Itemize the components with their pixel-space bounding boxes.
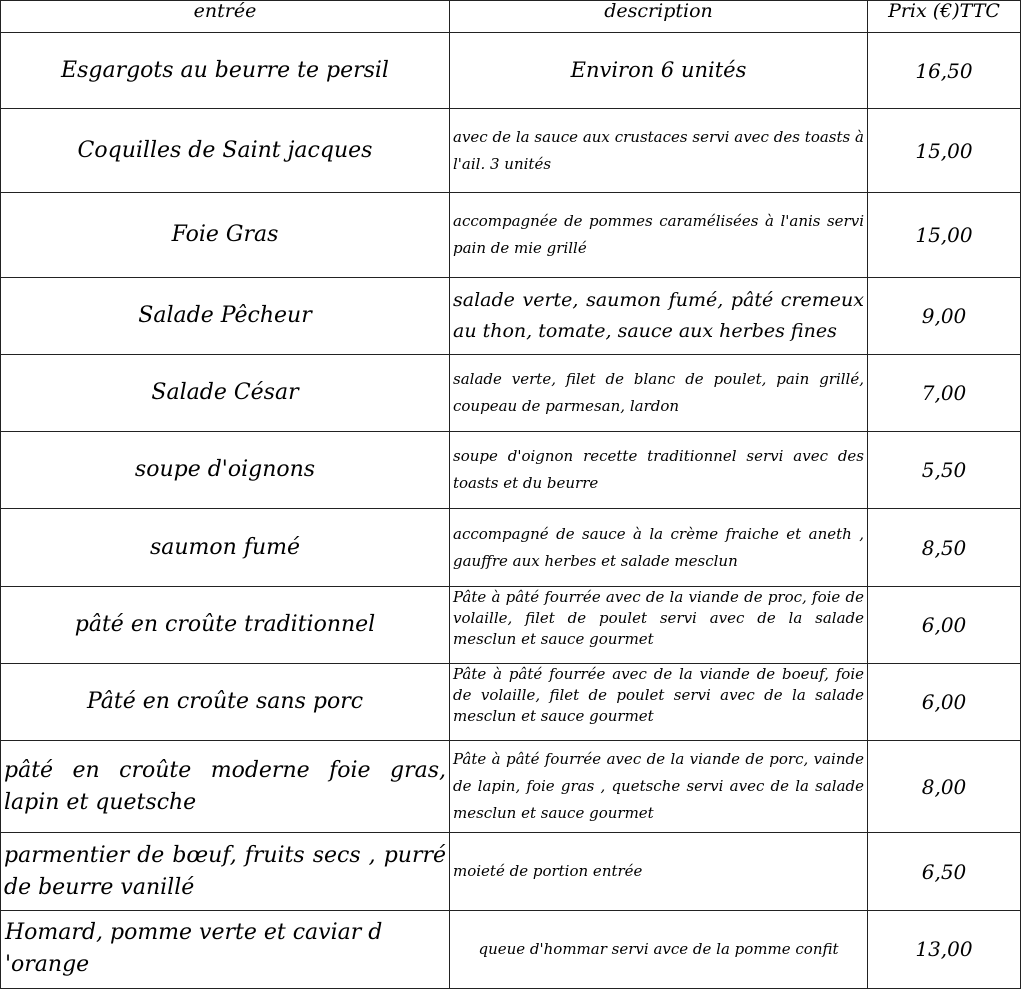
item-price: 6,00 <box>868 586 1021 663</box>
item-description: Pâte à pâté fourrée avec de la viande de proc, foie de volaille, filet de poulet servi avec de la salade mesclun et sauce gourmet <box>450 586 868 663</box>
table-row <box>1 109 1021 193</box>
table-row <box>1 586 1021 663</box>
item-name: Pâté en croûte sans porc <box>1 663 450 740</box>
item-price: 6,50 <box>868 833 1021 910</box>
item-description: moieté de portion entrée <box>450 833 868 910</box>
item-price: 6,00 <box>868 663 1021 740</box>
table-row <box>1 663 1021 740</box>
table-row <box>1 509 1021 586</box>
item-name: saumon fumé <box>1 509 450 586</box>
table-row <box>1 741 1021 833</box>
item-description: avec de la sauce aux crustaces servi avec des toasts à l'ail. 3 unités <box>450 109 868 193</box>
header-description: description <box>450 1 868 33</box>
item-description: Pâte à pâté fourrée avec de la viande de boeuf, foie de volaille, filet de poulet servi avec de la salade mesclun et sauce gourmet <box>450 663 868 740</box>
item-price: 16,50 <box>868 33 1021 109</box>
item-name: Coquilles de Saint jacques <box>1 109 450 193</box>
item-price: 15,00 <box>868 109 1021 193</box>
item-description: queue d'hommar servi avce de la pomme confit <box>450 910 868 988</box>
item-name: Foie Gras <box>1 193 450 277</box>
item-name: parmentier de bœuf, fruits secs , purré de beurre vanillé <box>1 833 450 910</box>
item-description: accompagné de sauce à la crème fraiche et aneth , gauffre aux herbes et salade mesclun <box>450 509 868 586</box>
item-name: pâté en croûte moderne foie gras, lapin et quetsche <box>1 741 450 833</box>
item-name: Salade Pêcheur <box>1 277 450 354</box>
item-price: 8,50 <box>868 509 1021 586</box>
item-price: 5,50 <box>868 432 1021 509</box>
table-row <box>1 833 1021 910</box>
item-price: 13,00 <box>868 910 1021 988</box>
item-price: 9,00 <box>868 277 1021 354</box>
header-name: entrée <box>1 1 450 33</box>
item-description: Pâte à pâté fourrée avec de la viande de porc, vainde de lapin, foie gras , quetsche servi avec de la salade mesclun et sauce gourmet <box>450 741 868 833</box>
item-description: salade verte, saumon fumé, pâté cremeux au thon, tomate, sauce aux herbes fines <box>450 277 868 354</box>
item-price: 7,00 <box>868 354 1021 431</box>
item-description: salade verte, filet de blanc de poulet, pain grillé, coupeau de parmesan, lardon <box>450 354 868 431</box>
item-price: 15,00 <box>868 193 1021 277</box>
table-row <box>1 277 1021 354</box>
table-row <box>1 193 1021 277</box>
item-price: 8,00 <box>868 741 1021 833</box>
item-name: soupe d'oignons <box>1 432 450 509</box>
header-row <box>1 1 1021 33</box>
item-description: soupe d'oignon recette traditionnel servi avec des toasts et du beurre <box>450 432 868 509</box>
table-row <box>1 910 1021 988</box>
item-description: accompagnée de pommes caramélisées à l'anis servi pain de mie grillé <box>450 193 868 277</box>
item-name: Esgargots au beurre te persil <box>1 33 450 109</box>
table-row <box>1 33 1021 109</box>
item-name: Salade César <box>1 354 450 431</box>
item-description: Environ 6 unités <box>450 33 868 109</box>
item-name: Homard, pomme verte et caviar d 'orange <box>1 910 450 988</box>
table-row <box>1 354 1021 431</box>
table-row <box>1 432 1021 509</box>
header-price: Prix (€)TTC <box>868 1 1021 33</box>
item-name: pâté en croûte traditionnel <box>1 586 450 663</box>
